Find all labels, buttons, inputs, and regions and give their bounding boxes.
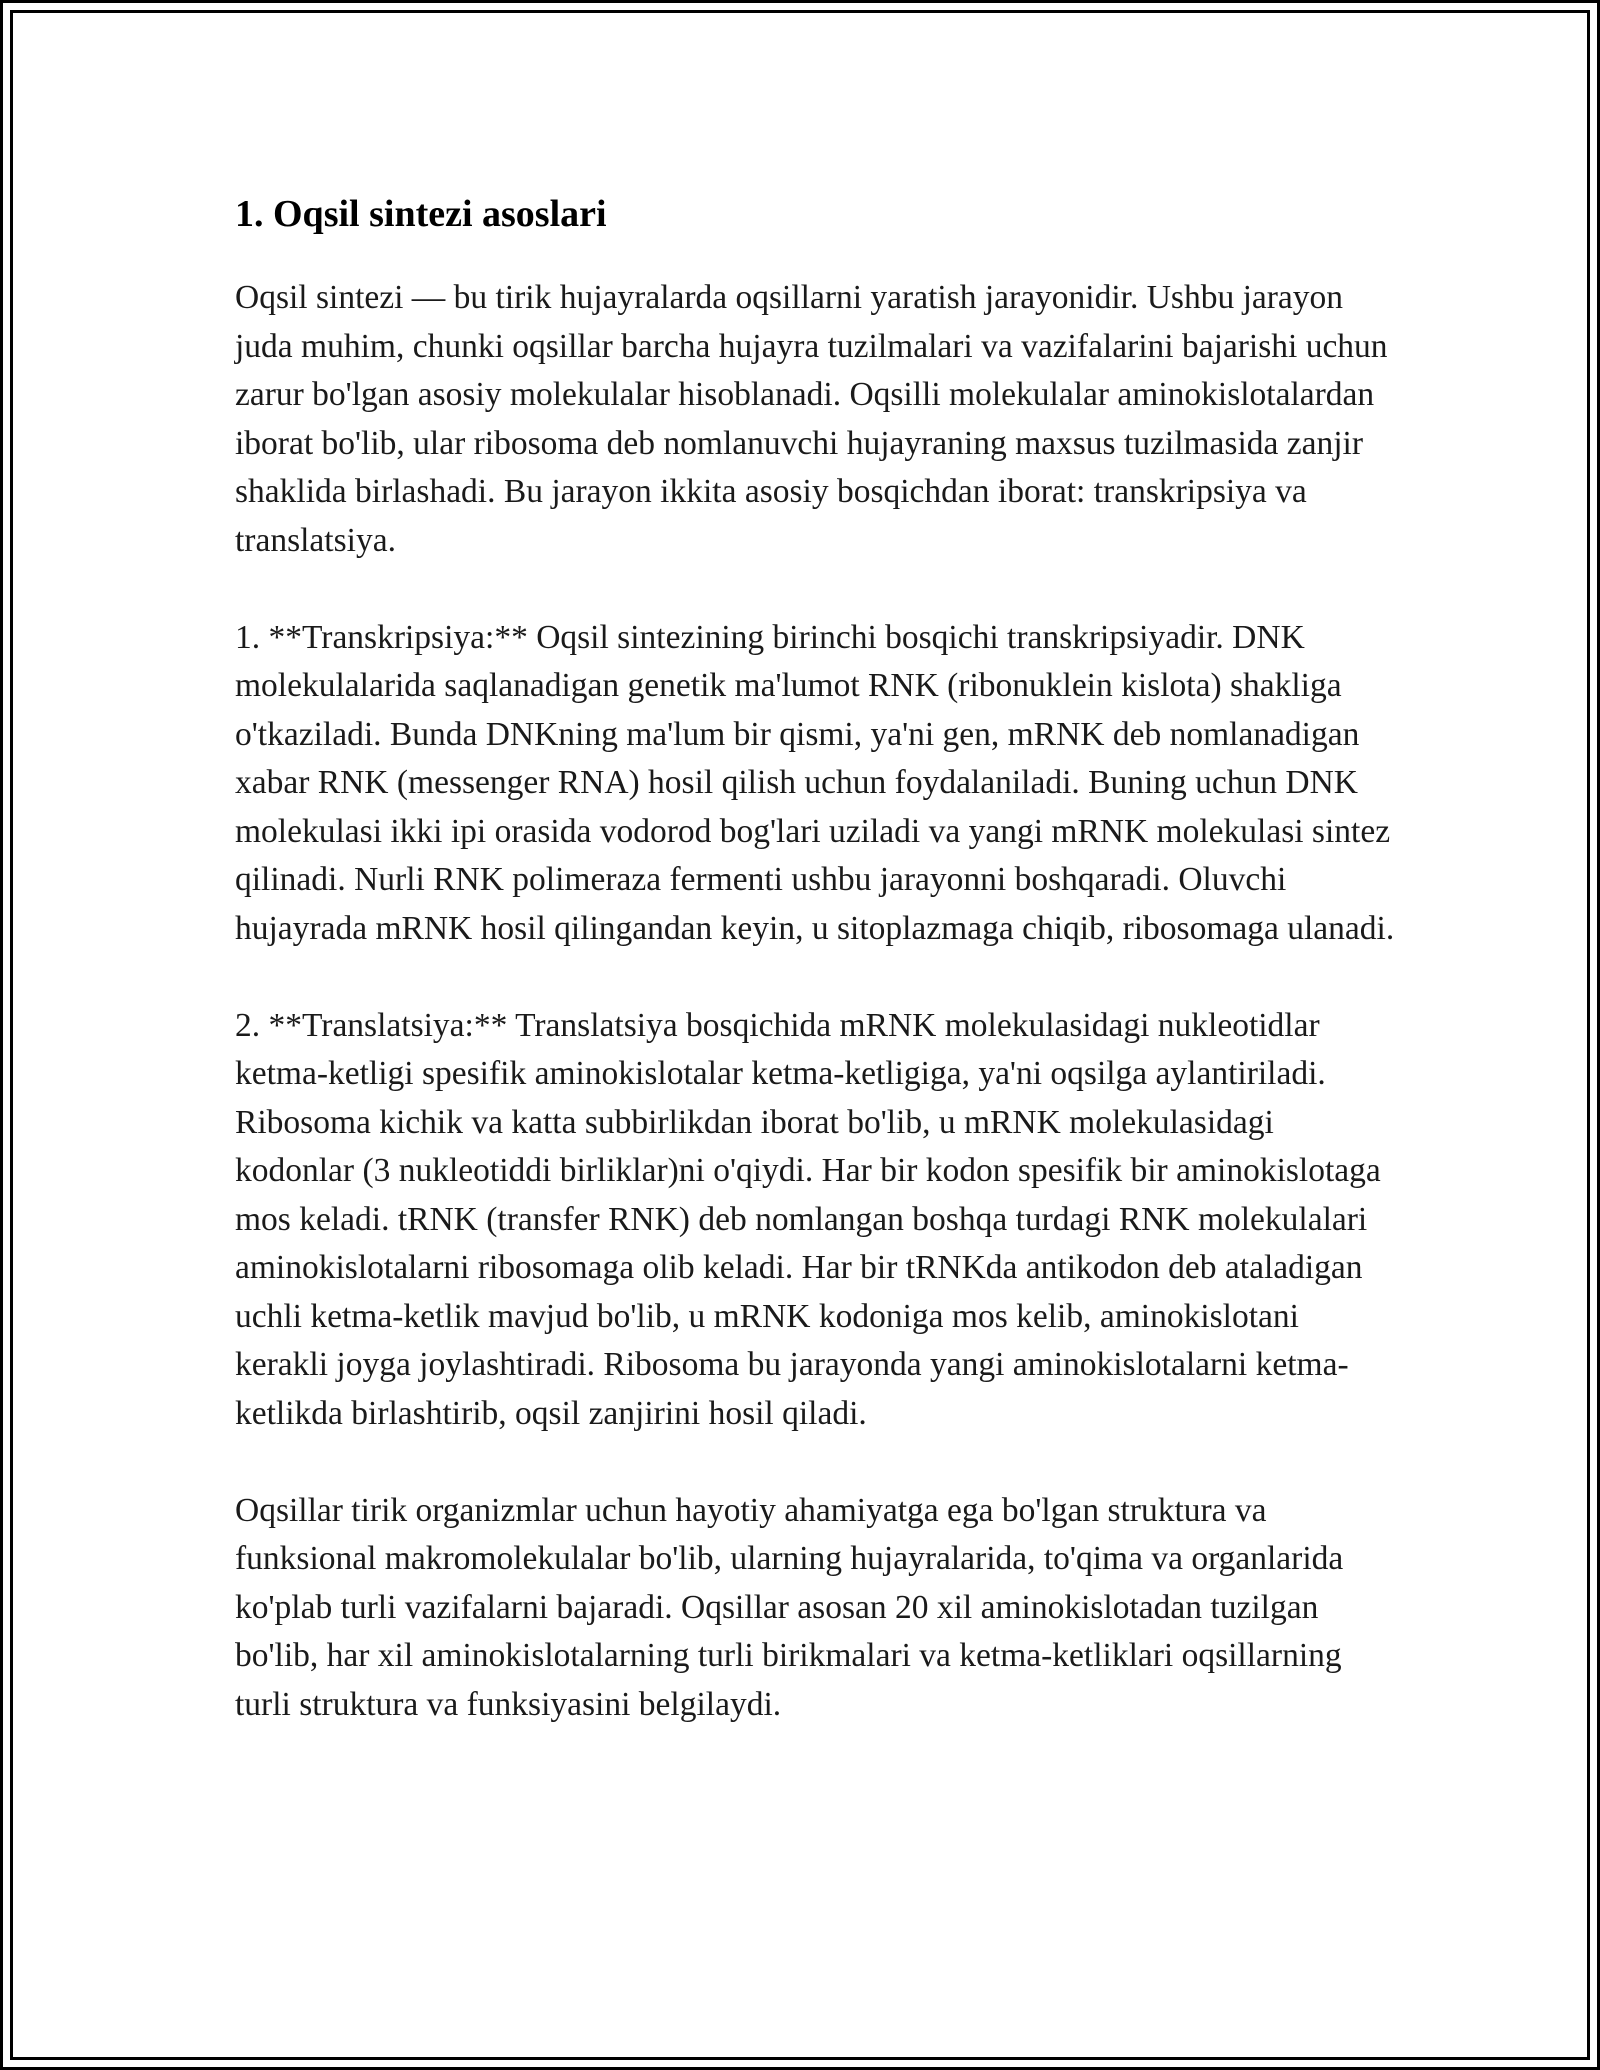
intro-paragraph: Oqsil sintezi — bu tirik hujayralarda oqsillarni yaratish jarayonidir. Ushbu jarayon juda muhim, chunki oqsillar barcha hujayra tuzilmalari va vazifalarini bajarishi uchun zarur bo'lgan asosiy molekulalar hisoblanadi. Oqsilli molekulalar aminokislotalardan iborat bo'lib, ular ribosoma deb nomlanuvchi hujayraning maxsus tuzilmasida zanjir shaklida birlashadi. Bu jarayon ikkita asosiy bosqichdan iborat: transkripsiya va translatsiya. (235, 279, 1388, 559)
translation-paragraph: 2. **Translatsiya:** Translatsiya bosqichida mRNK molekulasidagi nukleotidlar ketma-ketligi spesifik aminokislotalar ketma-ketligiga, ya'ni oqsilga aylantiriladi. Ribosoma kichik va katta subbirlikdan iborat bo'lib, u mRNK molekulasidagi kodonlar (3 nukleotiddi birliklar)ni o'qiydi. Har bir kodon spesifik bir aminokislotaga mos keladi. tRNK (transfer RNK) deb nomlangan boshqa turdagi RNK molekulalari aminokislotalarni ribosomaga olib keladi. Har bir tRNKda antikodon deb ataladigan uchli ketma-ketlik mavjud bo'lib, u mRNK kodoniga mos kelib, aminokislotani kerakli joyga joylashtiradi. Ribosoma bu jarayonda yangi aminokislotalarni ketma-ketlikda birlashtirib, oqsil zanjirini hosil qiladi. (235, 1006, 1381, 1432)
section-heading: 1. Oqsil sintezi asoslari (235, 193, 607, 235)
document-body (235, 190, 1395, 1778)
transcription-paragraph: 1. **Transkripsiya:** Oqsil sintezining birinchi bosqichi transkripsiyadir. DNK molekulalarida saqlanadigan genetik ma'lumot RNK (ribonuklein kislota) shakliga o'tkaziladi. Bunda DNKning ma'lum bir qismi, ya'ni gen, mRNK deb nomlanadigan xabar RNK (messenger RNA) hosil qilish uchun foydalaniladi. Buning uchun DNK molekulasi ikki ipi orasida vodorod bog'lari uziladi va yangi mRNK molekulasi sintez qilinadi. Nurli RNK polimeraza fermenti ushbu jarayonni boshqaradi. Oluvchi hujayrada mRNK hosil qilingandan keyin, u sitoplazmaga chiqib, ribosomaga ulanadi. (235, 618, 1395, 947)
conclusion-paragraph: Oqsillar tirik organizmlar uchun hayotiy ahamiyatga ega bo'lgan struktura va funksional makromolekulalar bo'lib, ularning hujayralarida, to'qima va organlarida ko'plab turli vazifalarni bajaradi. Oqsillar asosan 20 xil aminokislotadan tuzilgan bo'lib, har xil aminokislotalarning turli birikmalari va ketma-ketliklari oqsillarning turli struktura va funksiyasini belgilaydi. (235, 1491, 1344, 1723)
